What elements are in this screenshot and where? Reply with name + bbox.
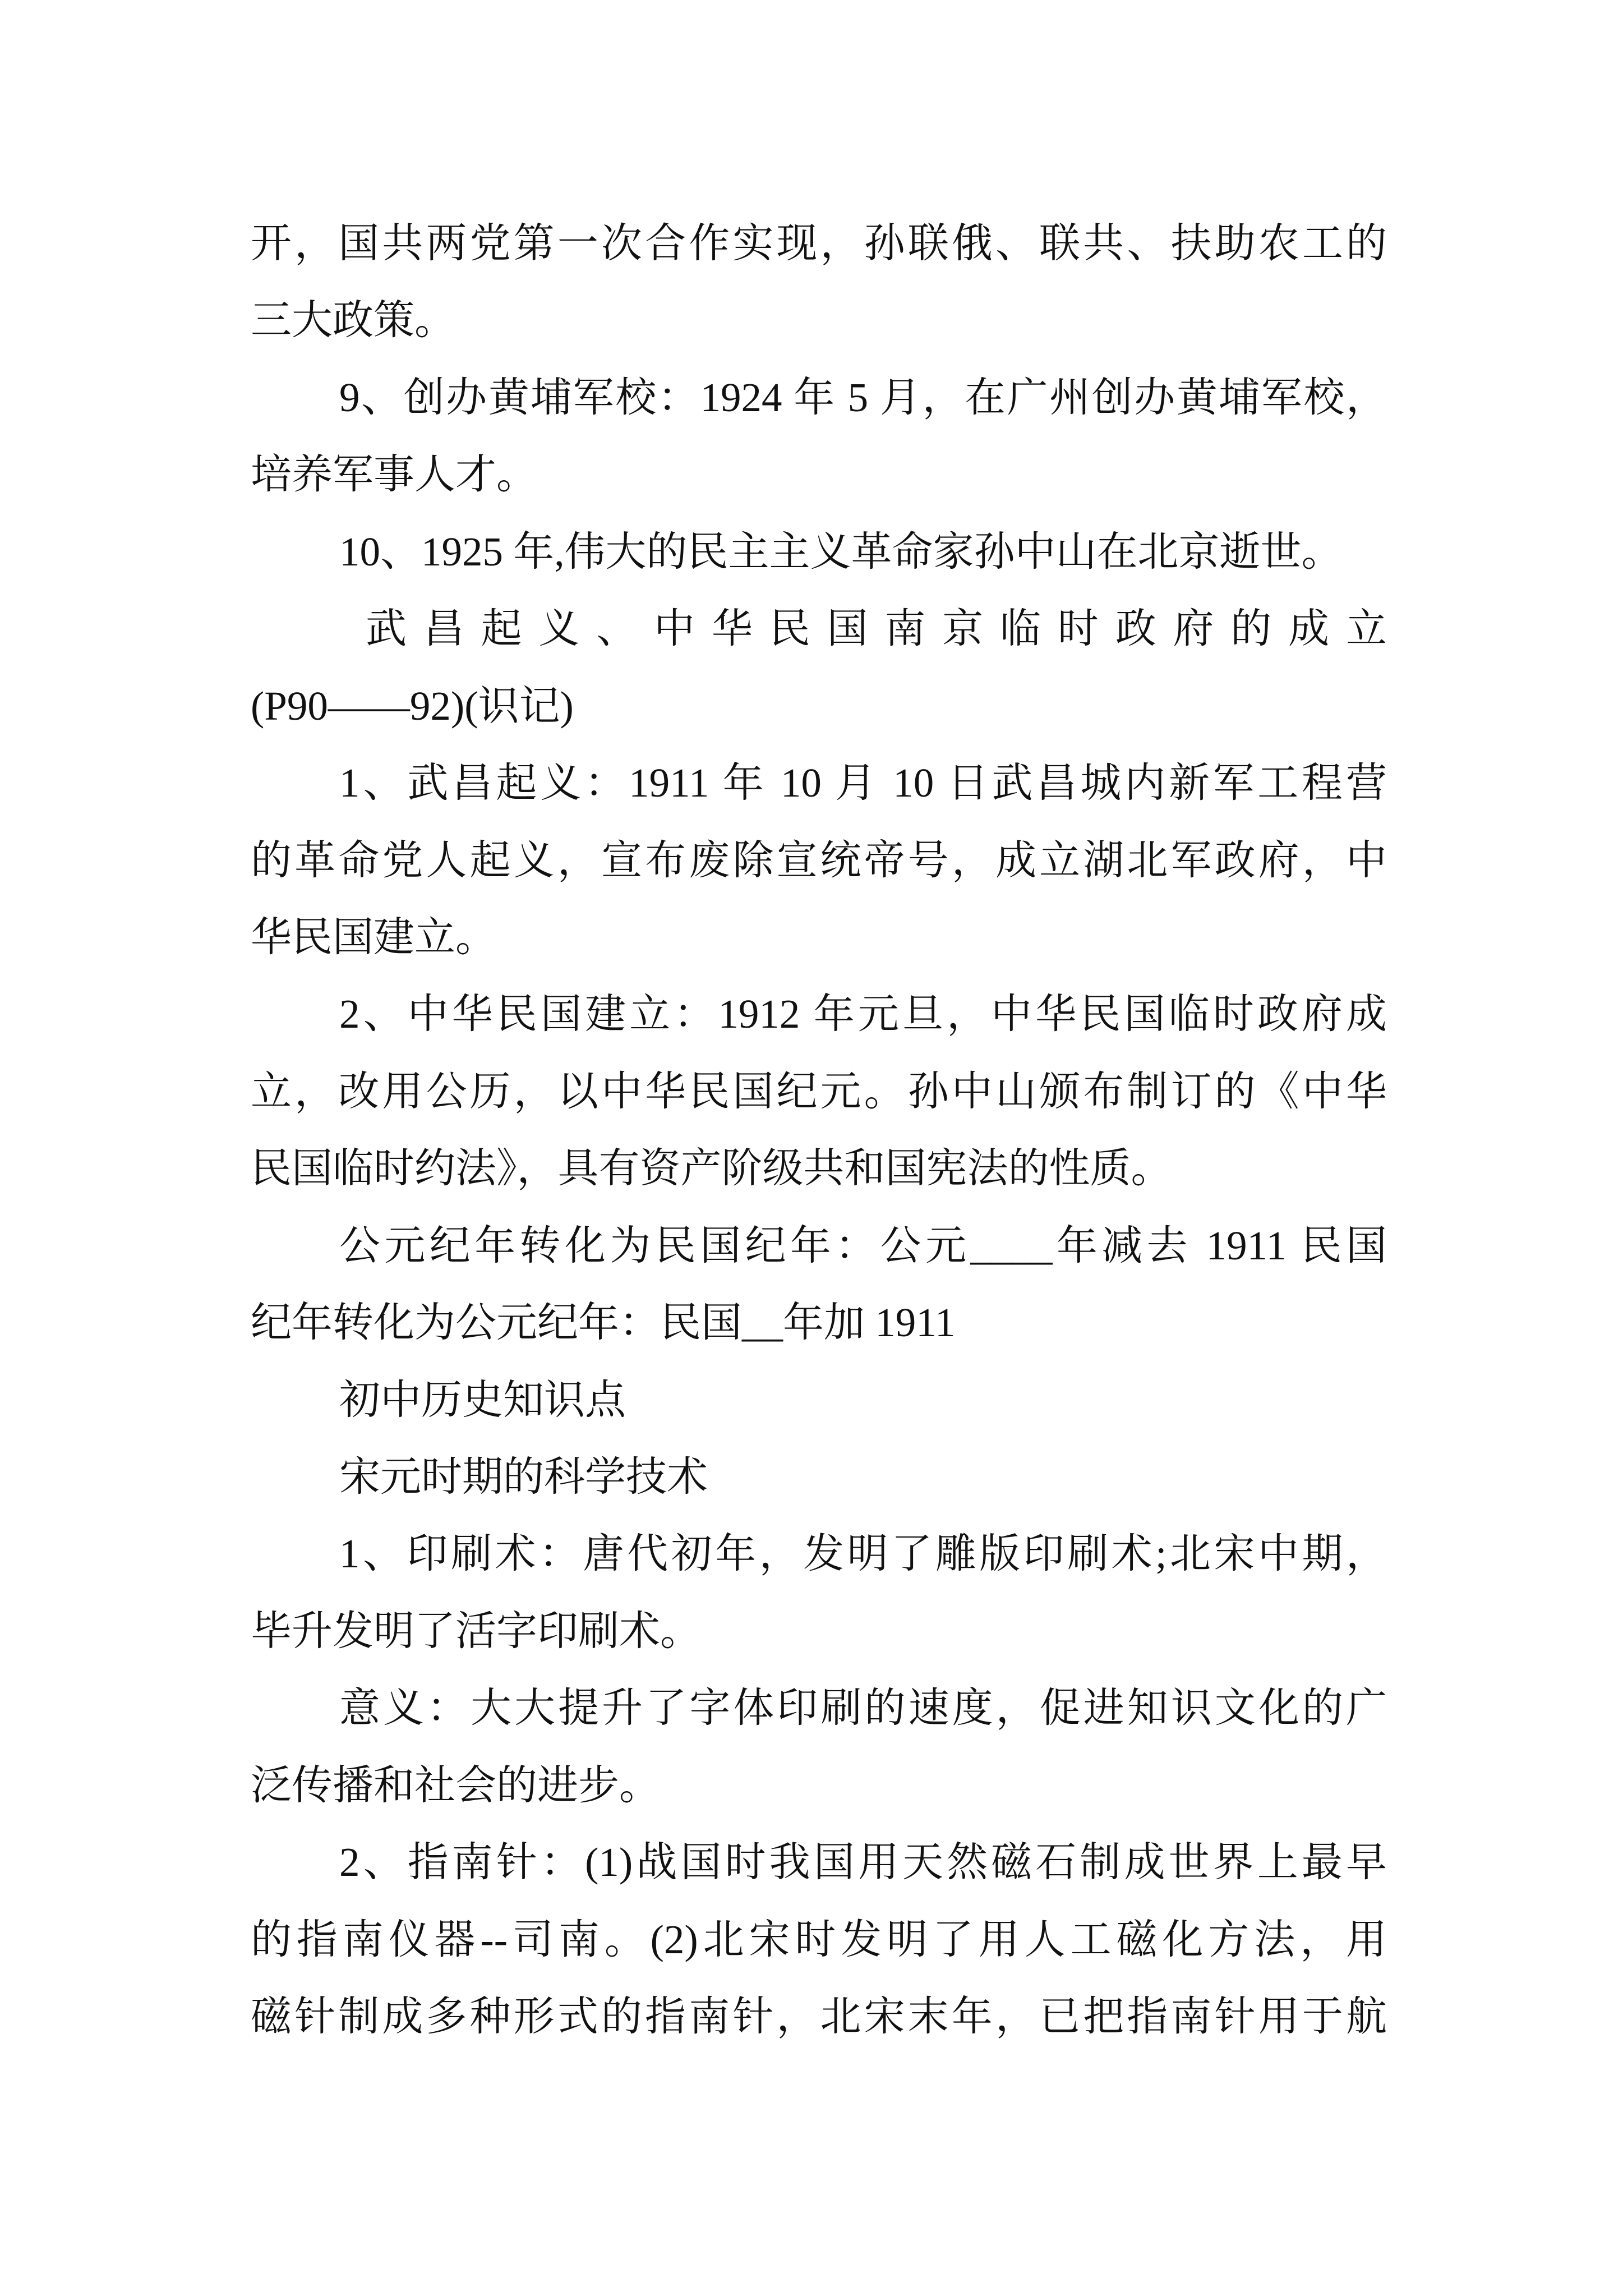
subsection-heading-line: 宋元时期的科学技术 bbox=[339, 1454, 708, 1499]
text-line: 10、1925 年,伟大的民主主义革命家孙中山在北京逝世。 bbox=[339, 528, 1343, 574]
text-line: 2、指南针：(1)战国时我国用天然磁石制成世界上最早 bbox=[339, 1839, 1387, 1885]
text-line: 磁针制成多种形式的指南针，北宋末年，已把指南针用于航 bbox=[251, 1994, 1387, 2040]
text-line: 纪年转化为公元纪年：民国__年加 1911 bbox=[251, 1300, 956, 1346]
text-line: 公元纪年转化为民国纪年：公元____年减去 1911 民国 bbox=[339, 1222, 1387, 1268]
text-line: 民国临时约法》，具有资产阶级共和国宪法的性质。 bbox=[251, 1145, 1172, 1191]
section-heading bbox=[251, 1361, 1387, 1438]
paragraph bbox=[251, 1515, 1387, 1669]
paragraph bbox=[251, 1824, 1387, 2055]
paragraph bbox=[251, 513, 1387, 590]
paragraph bbox=[251, 1207, 1387, 1361]
topic-title-line: 武昌起义、中华民国南京临时政府的成立 bbox=[366, 606, 1387, 652]
text-line: 的指南仪器--司南。(2)北宋时发明了用人工磁化方法，用 bbox=[251, 1916, 1387, 1962]
text-line: 培养军事人才。 bbox=[251, 452, 537, 498]
subsection-heading bbox=[251, 1438, 1387, 1515]
text-line: 9、创办黄埔军校：1924 年 5 月，在广州创办黄埔军校， bbox=[339, 374, 1387, 420]
text-line: 的革命党人起义，宣布废除宣统帝号，成立湖北军政府，中 bbox=[251, 837, 1387, 883]
text-line: 立，改用公历，以中华民国纪元。孙中山颁布制订的《中华 bbox=[251, 1068, 1387, 1114]
text-line: 开，国共两党第一次合作实现，孙联俄、联共、扶助农工的 bbox=[251, 220, 1387, 266]
text-column bbox=[251, 205, 1387, 2055]
section-heading-line: 初中历史知识点 bbox=[339, 1377, 626, 1423]
text-line: 1、印刷术：唐代初年，发明了雕版印刷术;北宋中期， bbox=[339, 1531, 1387, 1577]
text-line: 华民国建立。 bbox=[251, 914, 496, 960]
text-line: 1、武昌起义：1911 年 10 月 10 日武昌城内新军工程营 bbox=[339, 760, 1387, 806]
text-line: 毕升发明了活字印刷术。 bbox=[251, 1608, 701, 1654]
text-line: 三大政策。 bbox=[251, 297, 455, 343]
paragraph-continuation bbox=[251, 205, 1387, 359]
text-line: 意义：大大提升了字体印刷的速度，促进知识文化的广 bbox=[339, 1685, 1387, 1731]
topic-title-line: (P90——92)(识记) bbox=[251, 683, 574, 729]
text-line: 泛传播和社会的进步。 bbox=[251, 1762, 660, 1808]
paragraph bbox=[251, 1669, 1387, 1824]
text-line: 2、中华民国建立：1912 年元旦，中华民国临时政府成 bbox=[339, 991, 1387, 1037]
paragraph bbox=[251, 976, 1387, 1207]
topic-title bbox=[251, 590, 1387, 744]
paragraph bbox=[251, 359, 1387, 513]
paragraph bbox=[251, 744, 1387, 976]
